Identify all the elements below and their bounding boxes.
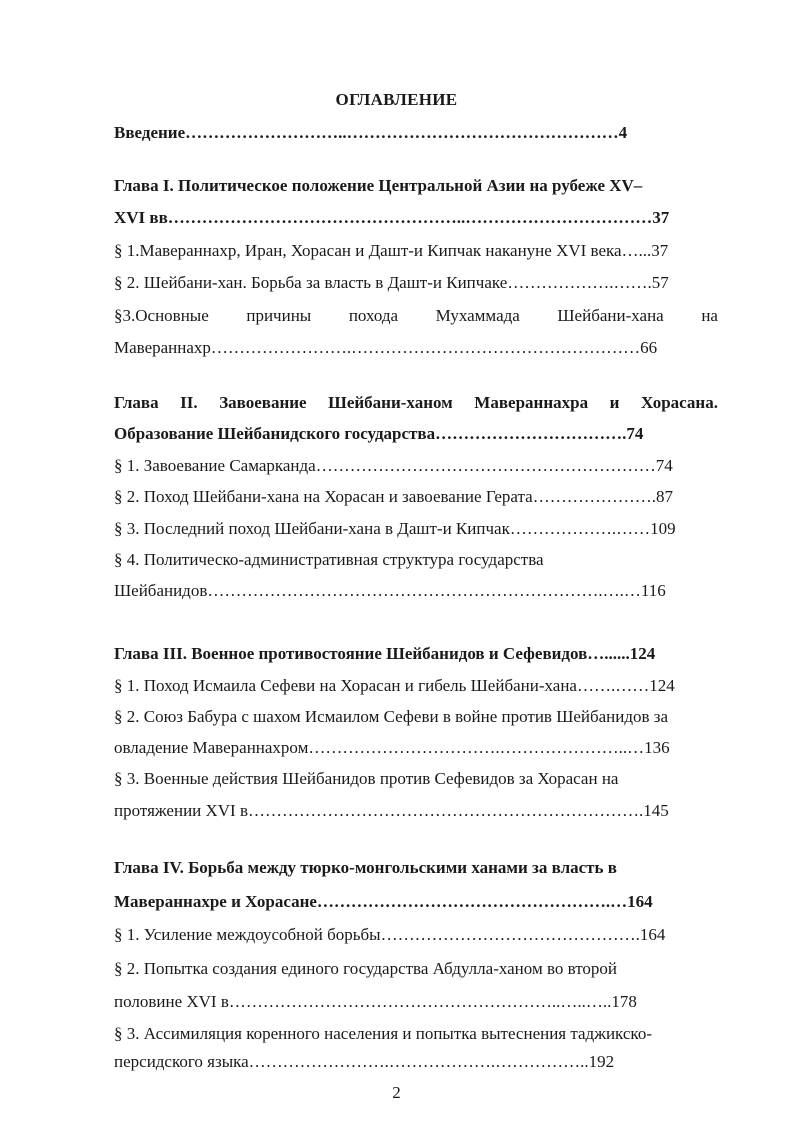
word: похода bbox=[348, 306, 399, 325]
chapter-4-section-1: § 1. Усиление междоусобной борьбы……………………………………….164 bbox=[114, 925, 666, 944]
chapter-2-section-2: § 2. Поход Шейбани-хана на Хорасан и завоевание Герата………………….87 bbox=[114, 487, 673, 506]
chapter-1-section-2: § 2. Шейбани-хан. Борьба за власть в Дашт-и Кипчаке……………….…….57 bbox=[114, 273, 669, 292]
word: и bbox=[609, 393, 620, 412]
chapter-2-section-4-line-2: Шейбанидов…………………………………………………………….….…116 bbox=[114, 581, 666, 600]
chapter-4-title-line-1: Глава IV. Борьба между тюрко-монгольскими ханами за власть в bbox=[114, 858, 617, 877]
word: Завоевание bbox=[219, 393, 307, 412]
chapter-4-title-line-2: Мавераннахре и Хорасане…………………………………………….…164 bbox=[114, 892, 653, 911]
chapter-2-title-line-2-text: Образование Шейбанидского государства…………………………….74 bbox=[114, 424, 644, 443]
page-number: 2 bbox=[392, 1083, 401, 1102]
chapter-2-title-line-1 bbox=[114, 392, 718, 414]
chapter-1-section-3-line-1 bbox=[114, 305, 718, 327]
chapter-4-section-2-line-1: § 2. Попытка создания единого государства Абдулла-ханом во второй bbox=[114, 959, 618, 978]
toc-entry-introduction: Введение………………………..…………………………………………4 bbox=[114, 123, 628, 142]
chapter-1-section-3-line-2: Мавераннахр…………………….……………………………………………66 bbox=[114, 338, 658, 357]
chapter-4-section-2-line-2: половине XVI в…………………………………………………..…..…..178 bbox=[114, 992, 637, 1011]
word: Шейбани-ханом bbox=[328, 393, 453, 412]
chapter-3-section-3-line-2: протяжении XVI в…………………………………………………………….145 bbox=[114, 801, 669, 820]
chapter-1-title-line-1: Глава I. Политическое положение Центральной Азии на рубеже XV– bbox=[114, 176, 643, 195]
word: §3.Основные bbox=[114, 306, 209, 325]
chapter-2-section-1: § 1. Завоевание Самарканда……………………………………………………74 bbox=[114, 456, 673, 475]
page-title: ОГЛАВЛЕНИЕ bbox=[335, 90, 458, 109]
chapter-4-section-3-line-2: персидского языка…………………….……………….……………..192 bbox=[114, 1052, 615, 1071]
chapter-3-title: Глава III. Военное противостояние Шейбанидов и Сефевидов…......124 bbox=[114, 644, 656, 663]
word: Шейбани-хана bbox=[557, 306, 664, 325]
chapter-3-section-3-line-1: § 3. Военные действия Шейбанидов против Сефевидов за Хорасан на bbox=[114, 769, 619, 788]
chapter-2-title-line-2 bbox=[114, 423, 718, 445]
chapter-4-section-3-line-1: § 3. Ассимиляция коренного населения и попытка вытеснения таджикско- bbox=[114, 1024, 652, 1043]
word: II. bbox=[180, 393, 198, 412]
chapter-1-title-line-2: XVI вв……………………………………………..……………………………37 bbox=[114, 208, 670, 227]
word: причины bbox=[246, 306, 312, 325]
chapter-1-section-1: § 1.Мавераннахр, Иран, Хорасан и Дашт-и Кипчак накануне XVI века…...37 bbox=[114, 241, 669, 260]
chapter-2-section-4-line-1: § 4. Политическо-административная структура государства bbox=[114, 550, 544, 569]
chapter-3-section-1: § 1. Поход Исмаила Сефеви на Хорасан и гибель Шейбани-хана…….……124 bbox=[114, 676, 675, 695]
chapter-2-section-3: § 3. Последний поход Шейбани-хана в Дашт-и Кипчак……………….……109 bbox=[114, 519, 676, 538]
word: Глава bbox=[114, 393, 159, 412]
word: Мавераннахра bbox=[474, 393, 589, 412]
word: Мухаммада bbox=[435, 306, 520, 325]
word: на bbox=[701, 306, 718, 325]
chapter-3-section-2-line-2: овладение Мавераннахром…………………………….…………………..…136 bbox=[114, 738, 670, 757]
chapter-3-section-2-line-1: § 2. Союз Бабура с шахом Исмаилом Сефеви в войне против Шейбанидов за bbox=[114, 707, 669, 726]
word: Хорасана. bbox=[640, 393, 718, 412]
